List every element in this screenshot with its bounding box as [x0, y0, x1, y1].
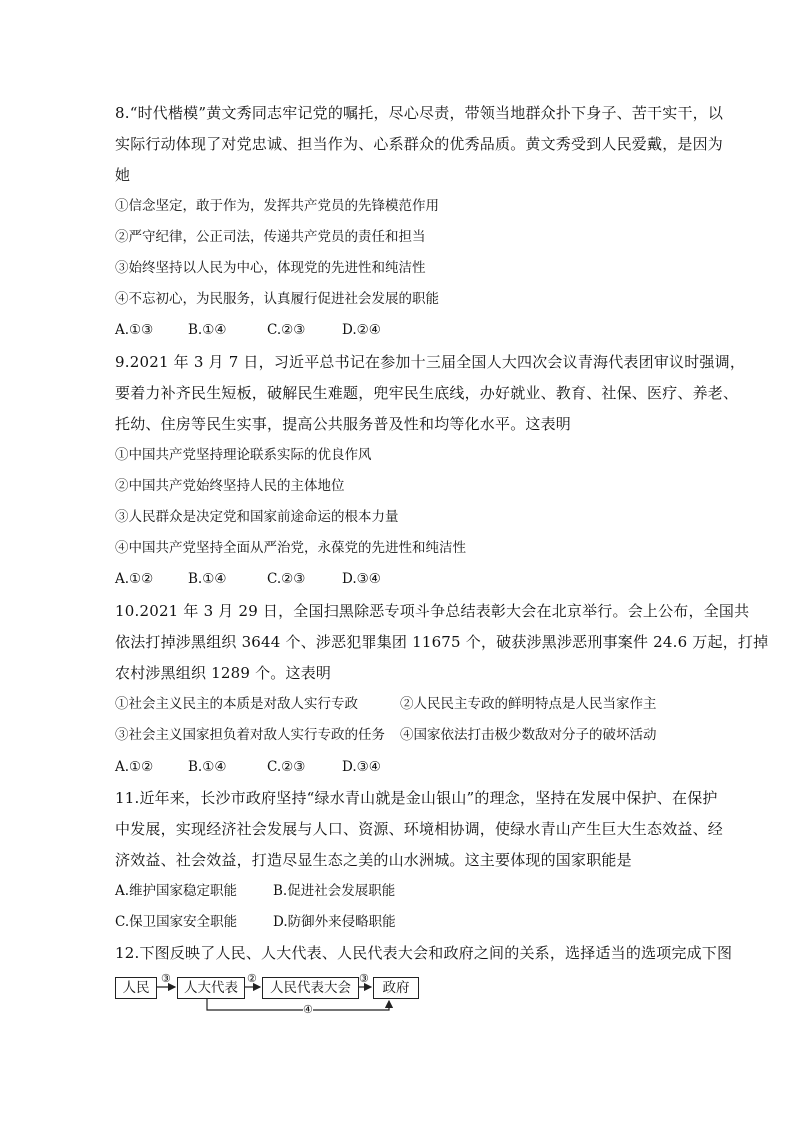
diagram-box-congress: 人民代表大会	[262, 977, 359, 999]
q9-option-3: ③人民群众是决定党和国家前途命运的根本力量	[115, 509, 399, 525]
q11-stem-line-2: 中发展，实现经济社会发展与人口、资源、环境相协调，使绿水青山产生巨大生态效益、经	[115, 820, 724, 838]
q9-stem-line-3: 托幼、住房等民生实事，提高公共服务普及性和均等化水平。这表明	[115, 415, 572, 433]
q11-stem-line-1: 11.近年来，长沙市政府坚持“绿水青山就是金山银山”的理念，坚持在发展中保护、在保护	[115, 789, 718, 807]
q8-option-1: ①信念坚定，敢于作为，发挥共产党员的先锋模范作用	[115, 198, 439, 214]
q9-choices	[115, 569, 381, 589]
q10-choice-a: A.①②	[115, 759, 154, 775]
q8-choice-a: A.①③	[115, 322, 154, 338]
q10-stem-line-1: 10.2021 年 3 月 29 日，全国扫黑除恶专项斗争总结表彰大会在北京举行。会上公布，全国共	[115, 602, 750, 620]
q10-option-2: ②人民民主专政的鲜明特点是人民当家作主	[400, 696, 657, 712]
q9-choice-b: B.①④	[188, 571, 227, 587]
q8-choice-d: D.②④	[342, 322, 381, 338]
q11-option-a: A.维护国家稳定职能	[115, 883, 238, 899]
q9-option-1: ①中国共产党坚持理论联系实际的优良作风	[115, 447, 372, 463]
q10-choice-d: D.③④	[342, 759, 381, 775]
q11-option-row-1	[115, 881, 395, 901]
diagram-marker-1: ③	[161, 972, 171, 985]
q9-stem-line-1: 9.2021 年 3 月 7 日，习近平总书记在参加十三届全国人大四次会议青海代表团审议时强调，	[115, 353, 746, 371]
q10-option-4: ④国家依法打击极少数敌对分子的破坏活动	[400, 727, 657, 743]
q10-stem-line-3: 农村涉黑组织 1289 个。这表明	[115, 664, 332, 682]
q11-option-d: D.防御外来侵略职能	[273, 914, 396, 930]
q10-option-3: ③社会主义国家担负着对敌人实行专政的任务	[115, 727, 385, 743]
q10-choices	[115, 757, 381, 777]
q10-stem-line-2: 依法打掉涉黑组织 3644 个、涉恶犯罪集团 11675 个，破获涉黑涉恶刑事案件 24.6 万起，打掉	[115, 633, 769, 651]
q8-choice-b: B.①④	[188, 322, 227, 338]
q10-choice-b: B.①④	[188, 759, 227, 775]
q8-choice-c: C.②③	[267, 322, 306, 338]
q8-option-2: ②严守纪律，公正司法，传递共产党员的责任和担当	[115, 229, 426, 245]
q8-option-4: ④不忘初心，为民服务，认真履行促进社会发展的职能	[115, 291, 439, 307]
diagram-marker-3: ③	[359, 972, 369, 985]
diagram-box-government: 政府	[373, 977, 419, 999]
q8-option-3: ③始终坚持以人民为中心，体现党的先进性和纯洁性	[115, 260, 426, 276]
diagram-marker-2: ②	[247, 972, 257, 985]
q9-stem-line-2: 要着力补齐民生短板，破解民生难题，兜牢民生底线，办好就业、教育、社保、医疗、养老、	[115, 384, 739, 402]
q9-option-2: ②中国共产党始终坚持人民的主体地位	[115, 478, 345, 494]
diagram-marker-4: ④	[303, 1003, 313, 1016]
q10-option-row-1	[115, 694, 657, 714]
q11-option-row-2	[115, 912, 396, 932]
arrow-deputies-to-government	[207, 999, 389, 1010]
q8-stem-line-1: 8.“时代楷模”黄文秀同志牢记党的嘱托，尽心尽责，带领当地群众扑下身子、苦干实干，以	[115, 104, 724, 122]
q12-stem-line-1: 12.下图反映了人民、人大代表、人民代表大会和政府之间的关系，选择适当的选项完成下图	[115, 944, 733, 962]
q10-choice-c: C.②③	[267, 759, 306, 775]
q8-stem-line-3: 她	[115, 166, 131, 184]
diagram-box-people: 人民	[115, 977, 157, 999]
q8-stem-line-2: 实际行动体现了对党忠诚、担当作为、心系群众的优秀品质。黄文秀受到人民爱戴，是因为	[115, 135, 724, 153]
q10-option-1: ①社会主义民主的本质是对敌人实行专政	[115, 696, 358, 712]
q10-option-row-2	[115, 725, 657, 745]
diagram-box-deputies: 人大代表	[177, 977, 245, 999]
q9-choice-c: C.②③	[267, 571, 306, 587]
q11-stem-line-3: 济效益、社会效益，打造尽显生态之美的山水洲城。这主要体现的国家职能是	[115, 851, 632, 869]
q11-option-c: C.保卫国家安全职能	[115, 914, 238, 930]
q9-choice-d: D.③④	[342, 571, 381, 587]
q8-choices	[115, 320, 381, 340]
q12-relationship-diagram	[115, 970, 425, 1020]
q9-choice-a: A.①②	[115, 571, 154, 587]
q11-option-b: B.促进社会发展职能	[273, 883, 396, 899]
q9-option-4: ④中国共产党坚持全面从严治党，永葆党的先进性和纯洁性	[115, 540, 466, 556]
